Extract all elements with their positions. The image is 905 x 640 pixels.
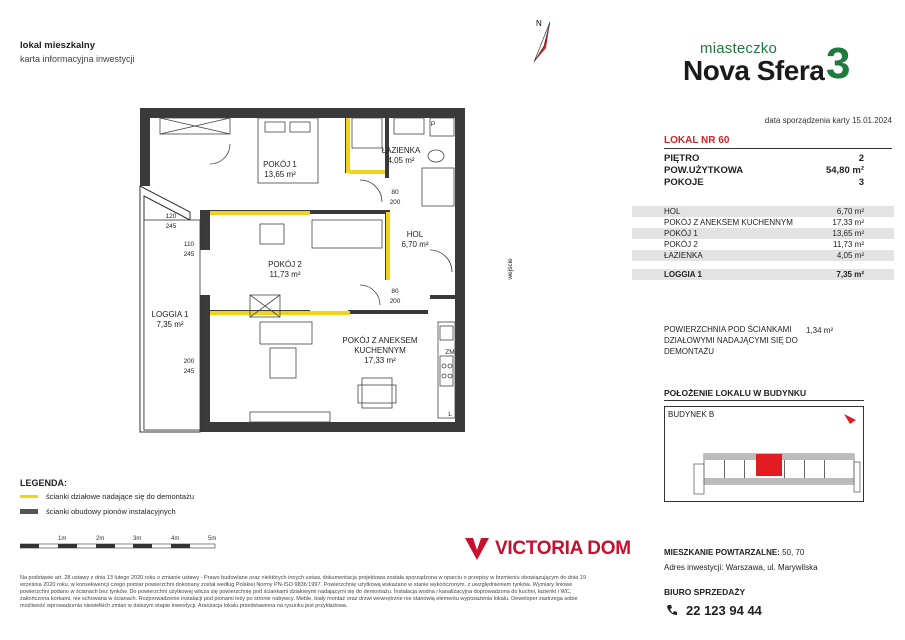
page-title: lokal mieszkalny bbox=[20, 40, 95, 51]
legend-swatch-gray bbox=[20, 509, 38, 514]
rooms-count-row bbox=[664, 177, 864, 188]
victoria-dom-icon bbox=[465, 538, 489, 560]
area-value: 54,80 m² bbox=[825, 165, 864, 176]
brand-main: Nova Sfera bbox=[683, 55, 825, 86]
room-kuchnia-label: POKÓJ Z ANEKSEM KUCHENNYM 17,33 m² bbox=[342, 336, 418, 365]
table-row: HOL 6,70 m² bbox=[632, 206, 894, 217]
room-lazienka-label: ŁAZIENKA 4,05 m² bbox=[381, 146, 421, 165]
legend-item-demolition: ścianki działowe nadające się do demontażu bbox=[20, 492, 194, 501]
north-label: N bbox=[536, 19, 542, 28]
location-title: POŁOŻENIE LOKALU W BUDYNKU bbox=[664, 388, 807, 398]
developer-logo bbox=[465, 538, 631, 560]
door-dim: 80 200 bbox=[389, 189, 401, 206]
svg-text:3m: 3m bbox=[133, 536, 142, 542]
floor-value: 2 bbox=[858, 153, 864, 164]
date-label: data sporządzenia karty 15.01.2024 bbox=[764, 116, 892, 125]
rooms-table bbox=[632, 206, 894, 280]
table-row: POKÓJ 1 13,65 m² bbox=[632, 228, 894, 239]
sales-title: BIURO SPRZEDAŻY bbox=[664, 587, 746, 597]
table-row: POKÓJ Z ANEKSEM KUCHENNYM 17,33 m² bbox=[664, 218, 864, 227]
room-hol-label: HOL 6,70 m² bbox=[401, 230, 429, 249]
lokal-number: LOKAL NR 60 bbox=[664, 135, 730, 146]
floor-row bbox=[664, 153, 864, 164]
door-dim: 80 200 bbox=[389, 288, 401, 305]
window-dim: 200 245 bbox=[183, 358, 195, 375]
address: Adres inwestycji: Warszawa, ul. Marywilska bbox=[664, 563, 818, 572]
room-loggia-label: LOGGIA 1 7,35 m² bbox=[151, 310, 189, 329]
p-mark: P bbox=[430, 121, 436, 128]
svg-text:5m: 5m bbox=[208, 536, 217, 542]
page-subtitle: karta informacyjna inwestycji bbox=[20, 54, 135, 64]
brand-number: 3 bbox=[826, 39, 851, 88]
disclaimer: Na podstawie art. 28 ustawy z dnia 13 lutego 2020 roku o zmianie ustawy - Prawo budowlane oraz niektórych innych ustaw, dokumentacja projektowa została sporządzona w oparciu o przepisy w brzmieniu obowiązującym do dnia 19 września 2020 roku, w konsekwencji czego pomiar powierzchni dokonany został według Polskiej Normy PN-ISO 9836:1997. Powierzchnię użytkową wskazano w stanie wykończonym, z uwzględnieniem tynków. Wymiary liniowe powierzchni podano w ścianach bez tynków. Do powierzchni użytkowej wlicza się powierzchnię pod ściankami działowymi nadającymi się do demontażu. Instalacja wodna i kanalizacyjna doprowadzona do kuchni, łazienki i WC, zakończona korkami, nie schowana w ścianach. Rozprowadzenie instalacji pod pionami leży po stronie nabywcy. Meble, biały montaż oraz drzwi wewnętrzne nie stanowią elementu wyposażenia lokalu. Deweloper zastrzega sobie możliwość wprowadzenia niewielkich zmian w dalszym etapie inwestycji. Aranżacja lokalu przedstawiona na rysunku jest przykładowa. bbox=[20, 575, 586, 609]
scale-bar bbox=[20, 533, 235, 555]
divider bbox=[664, 148, 892, 149]
brand-top: miasteczko bbox=[700, 40, 778, 57]
legend-swatch-yellow bbox=[20, 495, 38, 498]
rooms-count-label: POKOJE bbox=[664, 177, 704, 188]
building-label: BUDYNEK B bbox=[668, 410, 715, 419]
rooms-count-value: 3 bbox=[858, 177, 864, 188]
sales-phone[interactable]: 22 123 94 44 bbox=[686, 603, 762, 618]
table-row: POKÓJ 2 11,73 m² bbox=[664, 240, 864, 249]
loggia-row: LOGGIA 1 7,35 m² bbox=[632, 269, 894, 280]
room-pokoj2-label: POKÓJ 2 11,73 m² bbox=[268, 260, 302, 279]
svg-text:4m: 4m bbox=[171, 536, 180, 542]
legend-item-installation: ścianki obudowy pionów instalacyjnych bbox=[20, 507, 176, 516]
developer-name: VICTORIA DOM bbox=[495, 538, 631, 559]
legend-title: LEGENDA: bbox=[20, 478, 67, 488]
room-pokoj1-label: POKÓJ 1 13,65 m² bbox=[263, 160, 297, 179]
zm-mark: ZM bbox=[445, 349, 455, 356]
unit-highlight bbox=[756, 454, 782, 476]
entrance-label: wejście bbox=[507, 258, 514, 280]
building-plan-icon bbox=[664, 406, 864, 502]
svg-text:1m: 1m bbox=[58, 536, 67, 542]
window-dim: 110 245 bbox=[183, 241, 195, 258]
area-row bbox=[664, 165, 864, 176]
l-mark: L bbox=[448, 411, 452, 418]
divider bbox=[664, 400, 864, 401]
area-label: POW.UŻYTKOWA bbox=[664, 165, 744, 176]
window-dim: 120 245 bbox=[165, 213, 177, 230]
north-arrow-icon bbox=[520, 18, 560, 68]
table-row: ŁAZIENKA 4,05 m² bbox=[632, 250, 894, 261]
phone-icon bbox=[666, 604, 678, 616]
demolition-note: POWIERZCHNIA POD ŚCIANKAMI DZIAŁOWYMI NADAJĄCYMI SIĘ DO DEMONTAŻU bbox=[664, 325, 798, 356]
svg-text:2m: 2m bbox=[96, 536, 105, 542]
paired-unit: MIESZKANIE POWTARZALNE: 50, 70 bbox=[664, 548, 805, 557]
demolition-note-value: 1,34 m² bbox=[806, 326, 834, 335]
floor-label: PIĘTRO bbox=[664, 153, 700, 164]
